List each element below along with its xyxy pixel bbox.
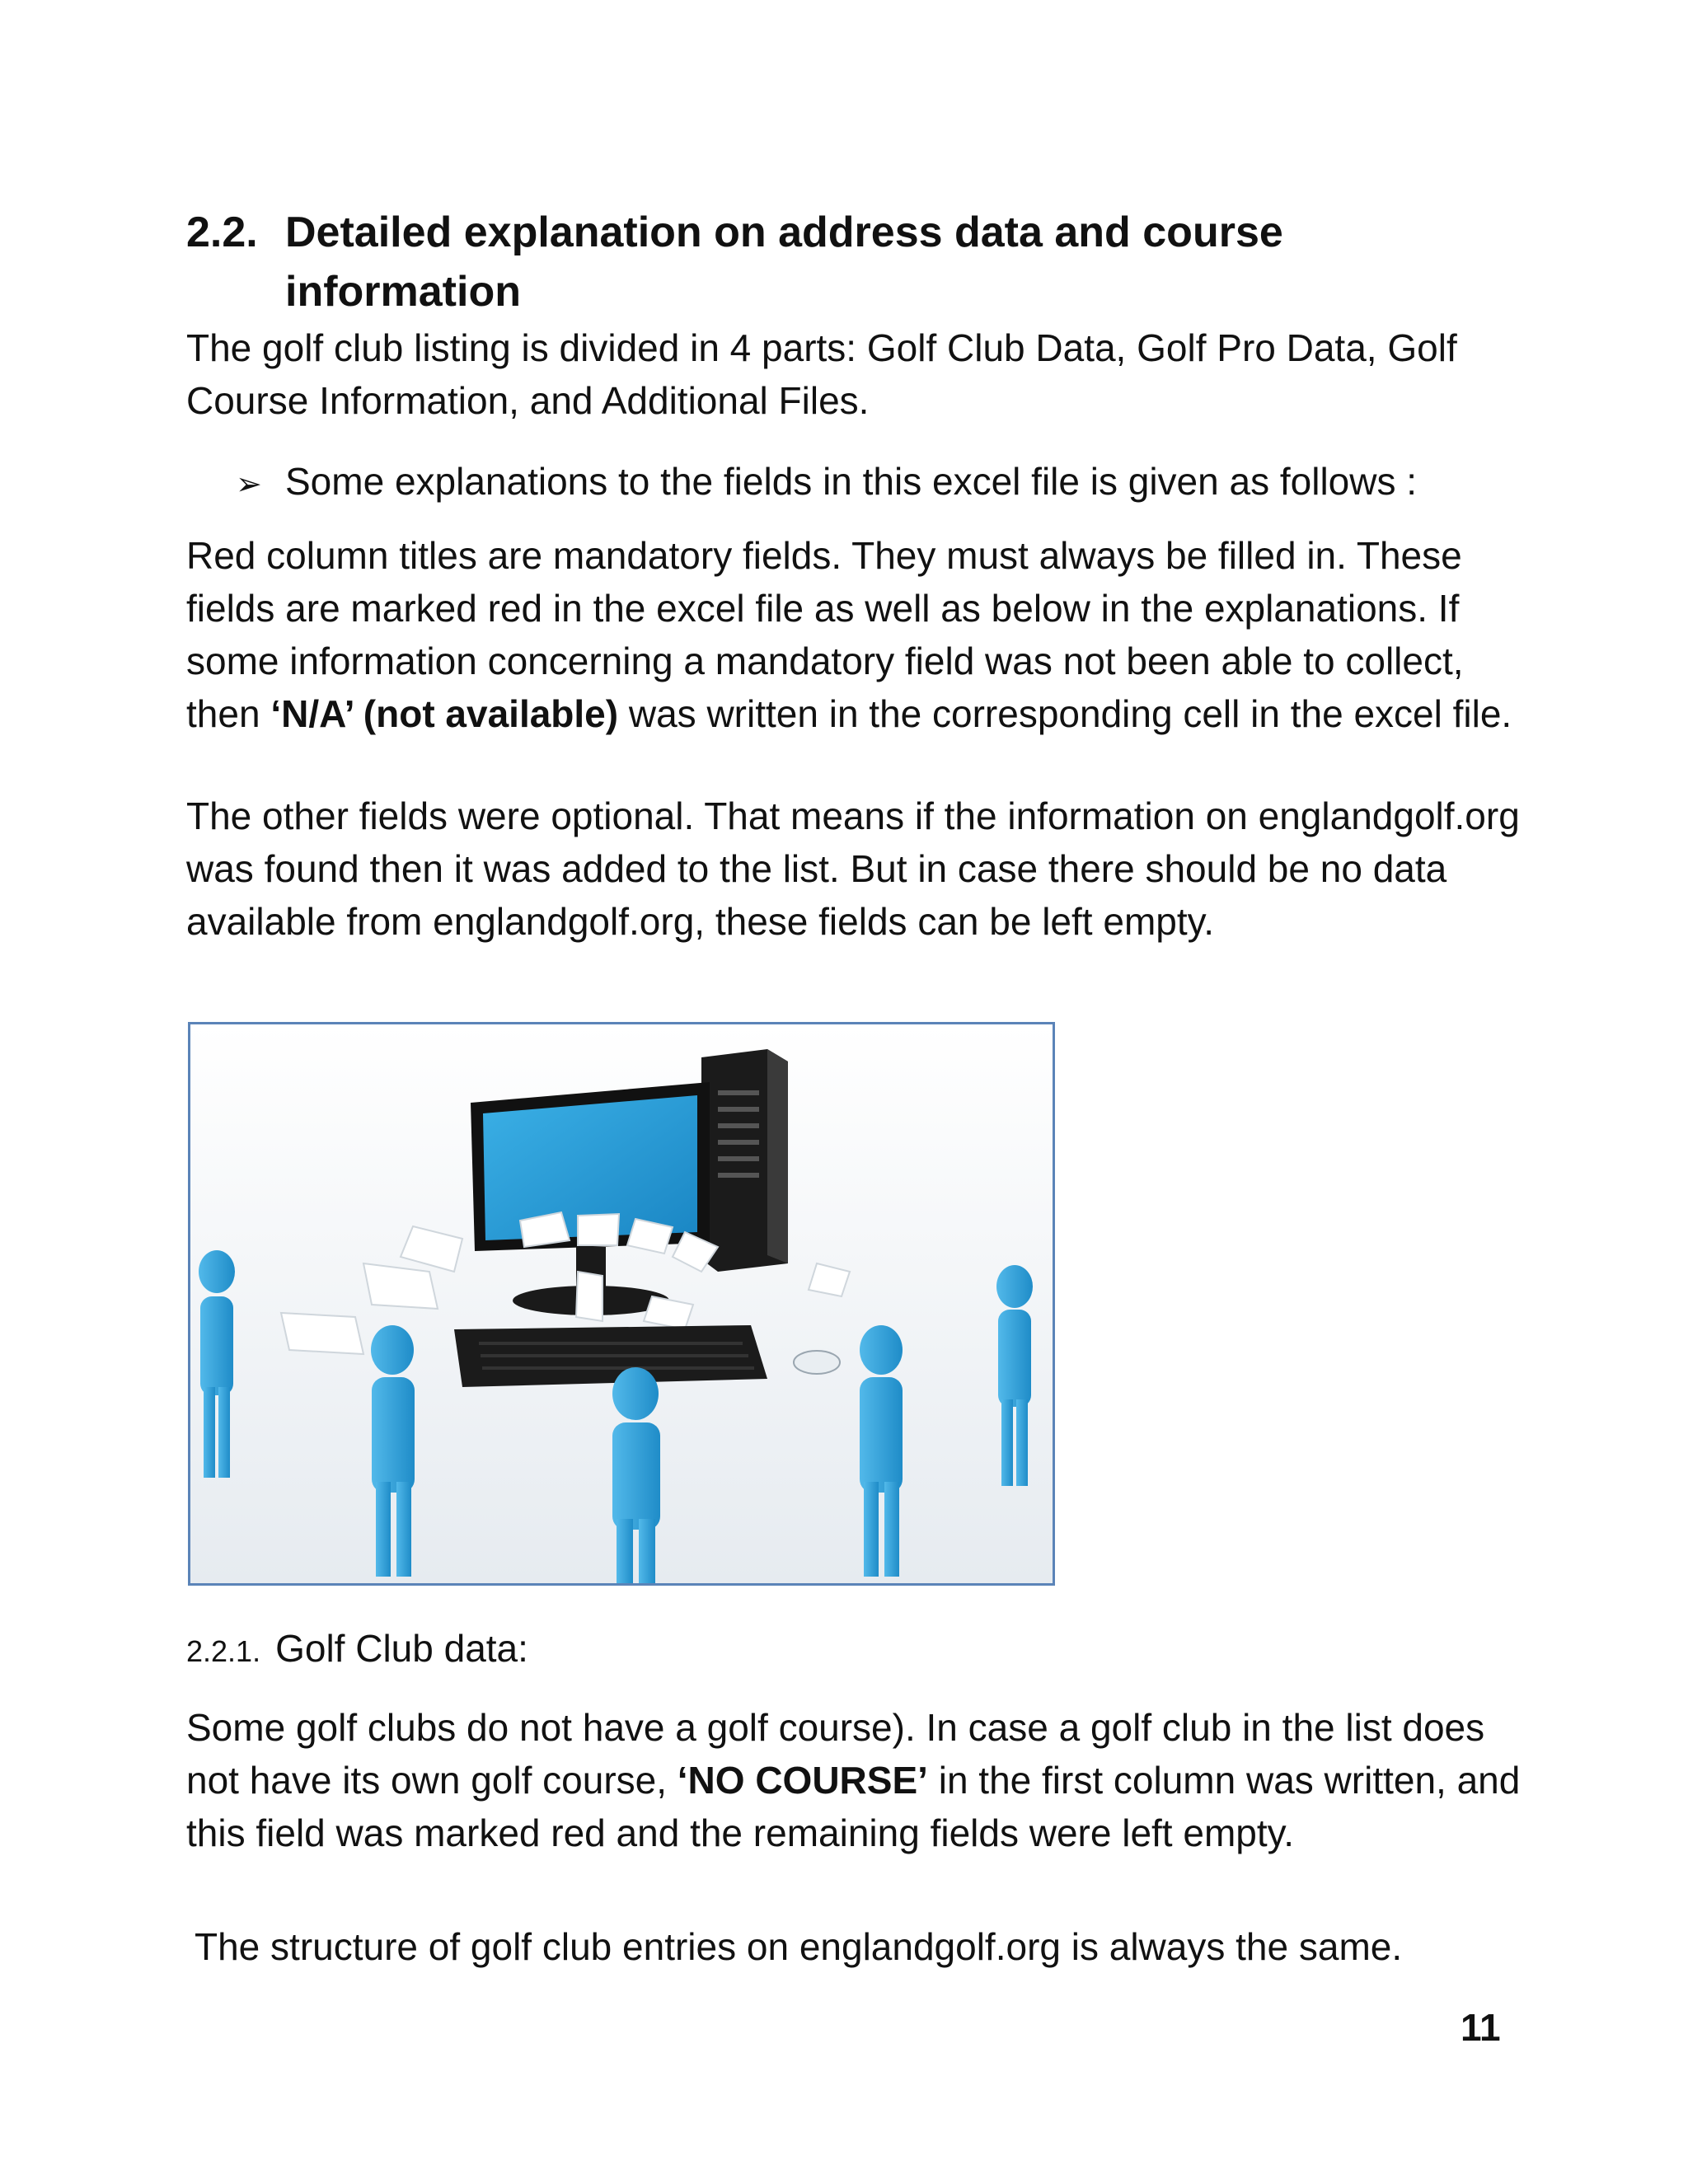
mandatory-fields-paragraph — [186, 529, 1522, 740]
page-number: 11 — [1461, 2006, 1501, 2049]
bullet-text: Some explanations to the fields in this excel file is given as follows : — [285, 460, 1418, 503]
optional-fields-paragraph: The other fields were optional. That means if the information on englandgolf.org was found then it was added to the list. But in case there should be no data available from englandgolf.org, these fields can be left empty. — [186, 794, 1520, 943]
mouse-icon — [794, 1351, 840, 1374]
mandatory-bold-na: ‘N/A’ (not available) — [270, 692, 619, 735]
no-course-bold: ‘NO COURSE’ — [677, 1759, 928, 1802]
section-number: 2.2. — [186, 209, 258, 256]
tower-icon — [701, 1049, 788, 1272]
no-course-text-before: Some golf clubs do not have a golf course). In case a golf club in the list does not have its own golf course, — [186, 1706, 1485, 1802]
structure-paragraph: The structure of golf club entries on englandgolf.org is always the same. — [195, 1925, 1403, 1968]
section-title: Detailed explanation on address data and course information — [285, 209, 1283, 316]
keyboard-icon — [454, 1325, 767, 1387]
section-heading — [186, 203, 1505, 321]
computer-network-illustration — [188, 1022, 1055, 1586]
arrow-bullet-icon: ➢ — [236, 466, 262, 502]
mandatory-text-before: Red column titles are mandatory fields. They must always be filled in. These fields are marked red in the excel file as well as below in the explanations. If some information concerning a mandatory field was not been able to collect, then — [186, 534, 1464, 735]
no-course-text-after: in the first column was written, and this field was marked red and the remaining fields were left empty. — [186, 1759, 1521, 1854]
intro-paragraph: The golf club listing is divided in 4 parts: Golf Club Data, Golf Pro Data, Golf Course Information, and Additional Files. — [186, 326, 1457, 422]
no-course-paragraph — [186, 1701, 1522, 1859]
subsection-title: Golf Club data: — [275, 1627, 528, 1670]
bullet-item — [236, 455, 1522, 510]
mandatory-text-after: was written in the corresponding cell in the excel file. — [618, 692, 1512, 735]
subsection-heading — [186, 1622, 528, 1678]
subsection-number: 2.2.1. — [186, 1634, 261, 1668]
